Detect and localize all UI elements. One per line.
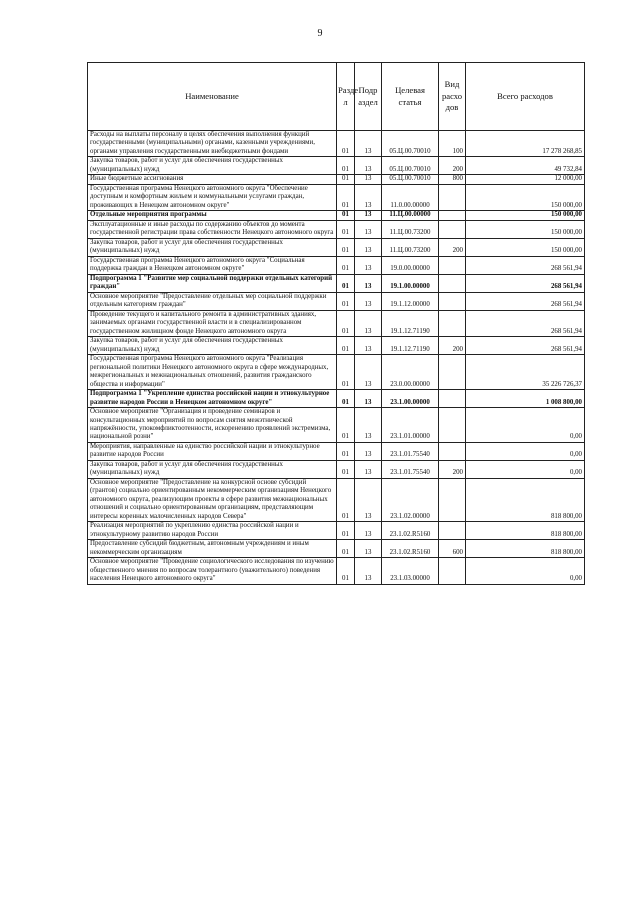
row-subsection: 13 xyxy=(355,540,382,558)
row-name: Эксплуатационные и иные расходы по содержанию объектов до момента государственной регистрации права собственности Ненецкого автономного округа xyxy=(88,220,337,238)
row-section: 01 xyxy=(337,310,355,336)
row-name: Основное мероприятие "Предоставление на конкурсной основе субсидий (грантов) социально ориентированным некоммерческим организациям Ненецкого автономного округа, реализующим проекты в сфере развития межнациональных отношений и социально ориентированным организациям, представляющим интересы коренных малочисленных народов Севера" xyxy=(88,478,337,521)
row-name: Основное мероприятие "Организация и проведение семинаров и консультационных мероприятий по вопросам снятия межэтнической напряжённости, упокомфликтоотенности, искоренению проявлений экстремизма, национальной розни" xyxy=(88,408,337,443)
row-article: 23.1.02.R5160 xyxy=(382,522,439,540)
row-total: 0,00 xyxy=(466,558,585,584)
row-expense-type xyxy=(439,310,466,336)
row-expense-type xyxy=(439,390,466,408)
row-article: 23.1.03.00000 xyxy=(382,558,439,584)
row-section: 01 xyxy=(337,184,355,210)
row-section: 01 xyxy=(337,211,355,220)
header-total: Всего расходов xyxy=(466,63,585,131)
row-subsection: 13 xyxy=(355,184,382,210)
row-subsection: 13 xyxy=(355,478,382,521)
table-row xyxy=(88,460,585,478)
table-row xyxy=(88,442,585,460)
row-subsection: 13 xyxy=(355,175,382,184)
row-article: 19.1.12.71190 xyxy=(382,337,439,355)
table-row xyxy=(88,558,585,584)
row-name: Государственная программа Ненецкого автономного округа "Реализация региональной политики Ненецкого автономного округа в сфере международных, межрегиональных и межнациональных отношений, развития гражданского общества и информации" xyxy=(88,355,337,390)
row-name: Мероприятия, направленные на единство российской нации и этнокультурное развитие народов России xyxy=(88,442,337,460)
row-section: 01 xyxy=(337,256,355,274)
row-subsection: 13 xyxy=(355,310,382,336)
row-expense-type xyxy=(439,292,466,310)
row-article: 23.0.00.00000 xyxy=(382,355,439,390)
row-total: 150 000,00 xyxy=(466,211,585,220)
row-name: Закупка товаров, работ и услуг для обеспечения государственных (муниципальных) нужд xyxy=(88,337,337,355)
row-subsection: 13 xyxy=(355,220,382,238)
row-expense-type xyxy=(439,274,466,292)
row-total: 150 000,00 xyxy=(466,184,585,210)
row-expense-type xyxy=(439,211,466,220)
row-total: 0,00 xyxy=(466,442,585,460)
row-subsection: 13 xyxy=(355,522,382,540)
row-total: 818 800,00 xyxy=(466,522,585,540)
row-article: 05.Ц.00.70010 xyxy=(382,157,439,175)
row-expense-type xyxy=(439,220,466,238)
row-total: 268 561,94 xyxy=(466,256,585,274)
row-expense-type: 200 xyxy=(439,238,466,256)
row-section: 01 xyxy=(337,460,355,478)
row-expense-type: 200 xyxy=(439,460,466,478)
row-total: 35 226 726,37 xyxy=(466,355,585,390)
row-subsection: 13 xyxy=(355,256,382,274)
row-article: 23.1.00.00000 xyxy=(382,390,439,408)
row-article: 11.Ц.00.00000 xyxy=(382,211,439,220)
row-expense-type xyxy=(439,355,466,390)
table-row xyxy=(88,390,585,408)
row-section: 01 xyxy=(337,478,355,521)
header-name: Наименование xyxy=(88,63,337,131)
row-name: Закупка товаров, работ и услуг для обеспечения государственных (муниципальных) нужд xyxy=(88,460,337,478)
row-name: Закупка товаров, работ и услуг для обеспечения государственных (муниципальных) нужд xyxy=(88,157,337,175)
row-section: 01 xyxy=(337,157,355,175)
row-article: 05.Ц.00.70010 xyxy=(382,131,439,157)
row-article: 23.1.01.00000 xyxy=(382,408,439,443)
table-header-row xyxy=(88,63,585,131)
header-section: Разде л xyxy=(337,63,355,131)
row-section: 01 xyxy=(337,558,355,584)
row-article: 11.Ц.00.73200 xyxy=(382,238,439,256)
row-section: 01 xyxy=(337,175,355,184)
row-total: 49 732,84 xyxy=(466,157,585,175)
row-total: 268 561,94 xyxy=(466,310,585,336)
row-article: 05.Ц.00.70010 xyxy=(382,175,439,184)
row-section: 01 xyxy=(337,337,355,355)
table-row xyxy=(88,256,585,274)
row-total: 268 561,94 xyxy=(466,274,585,292)
row-section: 01 xyxy=(337,131,355,157)
row-expense-type xyxy=(439,184,466,210)
row-name: Предоставление субсидий бюджетным, автономным учреждениям и иным некоммерческим организациям xyxy=(88,540,337,558)
row-subsection: 13 xyxy=(355,157,382,175)
row-subsection: 13 xyxy=(355,408,382,443)
table-row xyxy=(88,522,585,540)
row-expense-type xyxy=(439,522,466,540)
budget-table xyxy=(87,62,585,585)
row-section: 01 xyxy=(337,408,355,443)
row-expense-type xyxy=(439,558,466,584)
row-section: 01 xyxy=(337,274,355,292)
row-expense-type xyxy=(439,478,466,521)
row-expense-type: 100 xyxy=(439,131,466,157)
row-name: Иные бюджетные ассигнования xyxy=(88,175,337,184)
page-number: 9 xyxy=(317,28,323,39)
row-name: Основное мероприятие "Проведение социологического исследования по изучению общественного мнения по вопросам толерантного (уважительного) поведения населения Ненецкого автономного округа" xyxy=(88,558,337,584)
row-subsection: 13 xyxy=(355,211,382,220)
row-subsection: 13 xyxy=(355,292,382,310)
row-subsection: 13 xyxy=(355,558,382,584)
header-subsection: Подр аздел xyxy=(355,63,382,131)
header-expense-type: Вид расхо дов xyxy=(439,63,466,131)
row-total: 1 008 800,00 xyxy=(466,390,585,408)
table-row xyxy=(88,238,585,256)
table-row xyxy=(88,157,585,175)
row-section: 01 xyxy=(337,442,355,460)
row-article: 23.1.02.00000 xyxy=(382,478,439,521)
row-name: Государственная программа Ненецкого автономного округа "Обеспечение доступным и комфортным жильем и коммунальными услугами граждан, проживающих в Ненецком автономном округе" xyxy=(88,184,337,210)
row-subsection: 13 xyxy=(355,460,382,478)
row-name: Основное мероприятие "Предоставление отдельных мер социальной поддержки отдельным категориям граждан" xyxy=(88,292,337,310)
row-section: 01 xyxy=(337,390,355,408)
table-row xyxy=(88,337,585,355)
row-article: 23.1.01.75540 xyxy=(382,460,439,478)
row-name: Подпрограмма 1 "Развитие мер социальной поддержки отдельных категорий граждан" xyxy=(88,274,337,292)
row-name: Подпрограмма 1 "Укрепление единства российской нации и этнокультурное развитие народов России в Ненецком автономном округе" xyxy=(88,390,337,408)
row-subsection: 13 xyxy=(355,355,382,390)
row-subsection: 13 xyxy=(355,390,382,408)
row-expense-type: 200 xyxy=(439,337,466,355)
row-section: 01 xyxy=(337,355,355,390)
table-row xyxy=(88,355,585,390)
row-subsection: 13 xyxy=(355,131,382,157)
row-total: 268 561,94 xyxy=(466,292,585,310)
row-article: 19.0.00.00000 xyxy=(382,256,439,274)
table-row xyxy=(88,131,585,157)
table-row xyxy=(88,292,585,310)
row-section: 01 xyxy=(337,220,355,238)
row-name: Проведение текущего и капитального ремонта в административных зданиях, занимаемых органами государственной власти и в специализированном государственном жилищном фонде Ненецкого автономного округа xyxy=(88,310,337,336)
row-total: 0,00 xyxy=(466,460,585,478)
table-row xyxy=(88,184,585,210)
row-subsection: 13 xyxy=(355,274,382,292)
row-expense-type: 600 xyxy=(439,540,466,558)
table-row xyxy=(88,540,585,558)
row-subsection: 13 xyxy=(355,442,382,460)
row-expense-type: 200 xyxy=(439,157,466,175)
row-total: 818 800,00 xyxy=(466,540,585,558)
row-name: Реализация мероприятий по укреплению единства российской нации и этнокультурному развитию народов России xyxy=(88,522,337,540)
row-article: 11.Ц.00.73200 xyxy=(382,220,439,238)
table-row xyxy=(88,211,585,220)
row-article: 19.1.00.00000 xyxy=(382,274,439,292)
table-row xyxy=(88,274,585,292)
table-row xyxy=(88,175,585,184)
row-total: 17 278 268,85 xyxy=(466,131,585,157)
row-total: 150 000,00 xyxy=(466,238,585,256)
row-subsection: 13 xyxy=(355,337,382,355)
row-section: 01 xyxy=(337,522,355,540)
row-total: 0,00 xyxy=(466,408,585,443)
row-section: 01 xyxy=(337,292,355,310)
row-article: 11.0.00.00000 xyxy=(382,184,439,210)
row-name: Расходы на выплаты персоналу в целях обеспечения выполнения функций государственными (муниципальными) органами, казенными учреждениями, органами управления государственными внебюджетными фондами xyxy=(88,131,337,157)
row-subsection: 13 xyxy=(355,238,382,256)
header-article: Целевая статья xyxy=(382,63,439,131)
row-total: 150 000,00 xyxy=(466,220,585,238)
row-article: 19.1.12.00000 xyxy=(382,292,439,310)
row-section: 01 xyxy=(337,540,355,558)
row-name: Государственная программа Ненецкого автономного округа "Социальная поддержка граждан в Ненецком автономном округе" xyxy=(88,256,337,274)
table-body xyxy=(88,131,585,585)
table-row xyxy=(88,310,585,336)
row-article: 19.1.12.71190 xyxy=(382,310,439,336)
row-total: 818 800,00 xyxy=(466,478,585,521)
table-row xyxy=(88,220,585,238)
table-row xyxy=(88,408,585,443)
row-section: 01 xyxy=(337,238,355,256)
row-total: 12 000,00 xyxy=(466,175,585,184)
table-row xyxy=(88,478,585,521)
row-article: 23.1.02.R5160 xyxy=(382,540,439,558)
row-expense-type xyxy=(439,256,466,274)
row-expense-type: 800 xyxy=(439,175,466,184)
row-name: Закупка товаров, работ и услуг для обеспечения государственных (муниципальных) нужд xyxy=(88,238,337,256)
row-expense-type xyxy=(439,442,466,460)
row-expense-type xyxy=(439,408,466,443)
row-total: 268 561,94 xyxy=(466,337,585,355)
row-article: 23.1.01.75540 xyxy=(382,442,439,460)
row-name: Отдельные мероприятия программы xyxy=(88,211,337,220)
